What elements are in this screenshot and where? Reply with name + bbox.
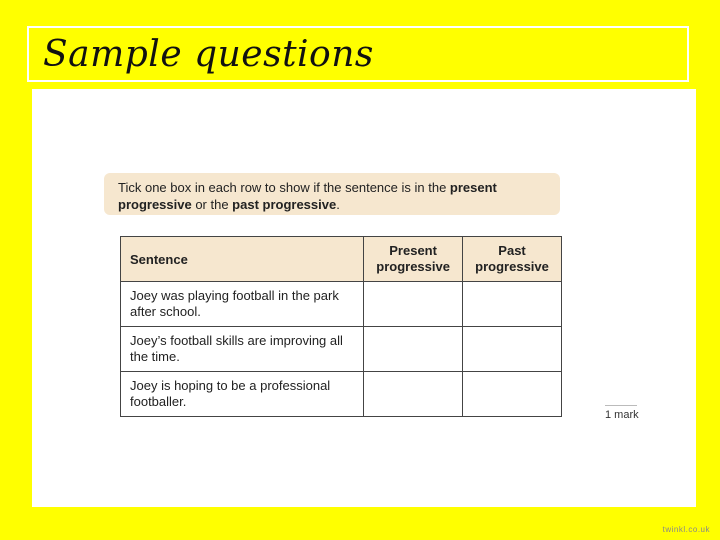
instruction-text-1: Tick one box in each row to show if the sentence is in the (118, 180, 450, 195)
question-table (120, 236, 562, 417)
table-row (121, 372, 562, 417)
present-tick-box[interactable] (364, 327, 463, 372)
header-sentence: Sentence (121, 237, 364, 282)
instruction-bold-past: past progressive (232, 197, 337, 212)
title-bar (27, 26, 689, 82)
present-tick-box[interactable] (364, 282, 463, 327)
past-tick-box[interactable] (463, 282, 562, 327)
table-row (121, 282, 562, 327)
instruction-box (104, 173, 560, 215)
present-tick-box[interactable] (364, 372, 463, 417)
instruction-text-2: or the (191, 197, 233, 212)
sentence-cell: Joey is hoping to be a professional footballer. (121, 372, 364, 417)
mark-label: 1 mark (605, 409, 639, 421)
past-tick-box[interactable] (463, 327, 562, 372)
header-present-progressive: Present progressive (364, 237, 463, 282)
table-header-row (121, 237, 562, 282)
page-title: Sample questions (43, 34, 374, 75)
footer-watermark: twinkl.co.uk (662, 525, 710, 534)
sentence-cell: Joey’s football skills are improving all the time. (121, 327, 364, 372)
question-sheet (32, 89, 696, 507)
mark-divider (605, 405, 637, 406)
past-tick-box[interactable] (463, 372, 562, 417)
header-past-progressive: Past progressive (463, 237, 562, 282)
instruction-bold-present: present progressive (118, 180, 497, 212)
table-row (121, 327, 562, 372)
sentence-cell: Joey was playing football in the park after school. (121, 282, 364, 327)
instruction-text-3: . (336, 197, 340, 212)
